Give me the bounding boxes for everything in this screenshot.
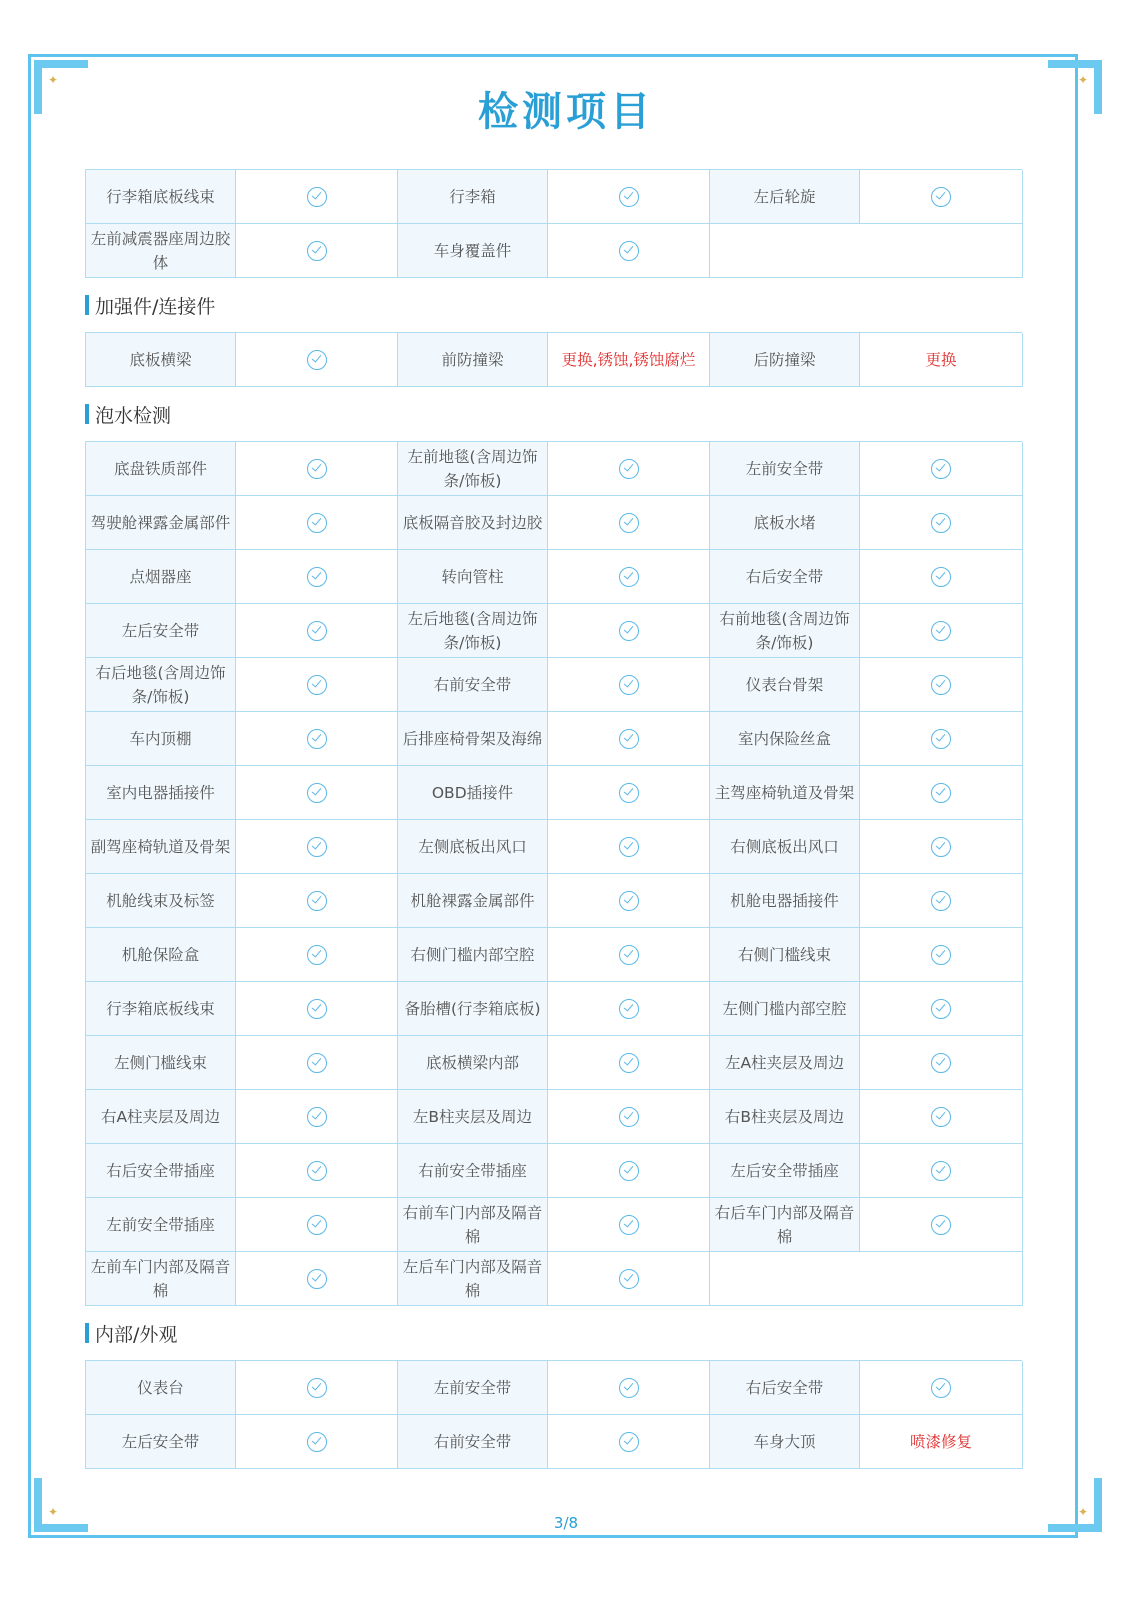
item-result	[860, 442, 1023, 496]
check-circle-icon	[619, 621, 639, 641]
item-label: 右后车门内部及隔音棉	[710, 1198, 860, 1252]
check-circle-icon	[619, 999, 639, 1019]
item-result	[236, 874, 398, 928]
item-result	[236, 712, 398, 766]
check-circle-icon	[619, 1161, 639, 1181]
item-label: 前防撞梁	[398, 333, 548, 387]
item-label: OBD插接件	[398, 766, 548, 820]
item-result	[860, 658, 1023, 712]
section-bar	[85, 1323, 89, 1343]
item-result	[236, 982, 398, 1036]
item-label: 仪表台骨架	[710, 658, 860, 712]
item-result	[860, 1361, 1023, 1415]
item-label: 右后地毯(含周边饰条/饰板)	[86, 658, 236, 712]
item-label: 副驾座椅轨道及骨架	[86, 820, 236, 874]
item-label: 左前减震器座周边胶体	[86, 224, 236, 278]
item-label: 左前安全带	[398, 1361, 548, 1415]
item-label: 底板横梁	[86, 333, 236, 387]
item-result	[860, 1144, 1023, 1198]
item-label: 车身大顶	[710, 1415, 860, 1469]
check-circle-icon	[931, 891, 951, 911]
check-circle-icon	[931, 1161, 951, 1181]
item-label: 右侧底板出风口	[710, 820, 860, 874]
check-circle-icon	[931, 621, 951, 641]
item-label: 左B柱夹层及周边	[398, 1090, 548, 1144]
item-label: 转向管柱	[398, 550, 548, 604]
item-label: 底盘铁质部件	[86, 442, 236, 496]
inspection-table	[85, 332, 1022, 387]
check-circle-icon	[307, 1215, 327, 1235]
item-result	[548, 1144, 710, 1198]
item-label: 右前安全带插座	[398, 1144, 548, 1198]
item-result	[860, 712, 1023, 766]
check-circle-icon	[619, 513, 639, 533]
item-result	[548, 604, 710, 658]
item-label: 后防撞梁	[710, 333, 860, 387]
item-result-issue: 更换,锈蚀,锈蚀腐烂	[548, 333, 710, 387]
check-circle-icon	[931, 1378, 951, 1398]
check-circle-icon	[931, 567, 951, 587]
check-circle-icon	[307, 1378, 327, 1398]
check-circle-icon	[619, 891, 639, 911]
item-label: 室内保险丝盒	[710, 712, 860, 766]
item-label: 左后轮旋	[710, 170, 860, 224]
item-label: 左后安全带插座	[710, 1144, 860, 1198]
item-label: 右后安全带	[710, 550, 860, 604]
check-circle-icon	[931, 459, 951, 479]
item-result	[236, 333, 398, 387]
item-result	[860, 928, 1023, 982]
check-circle-icon	[931, 675, 951, 695]
item-result	[236, 1036, 398, 1090]
check-circle-icon	[619, 729, 639, 749]
item-label: 右前安全带	[398, 658, 548, 712]
check-circle-icon	[307, 241, 327, 261]
inspection-table	[85, 1360, 1022, 1469]
section-bar	[85, 295, 89, 315]
section-heading	[85, 1306, 1022, 1360]
check-circle-icon	[619, 567, 639, 587]
check-circle-icon	[619, 1432, 639, 1452]
item-result	[236, 766, 398, 820]
item-result	[548, 224, 710, 278]
item-result	[860, 550, 1023, 604]
star-icon: ✦	[48, 73, 59, 87]
item-result	[548, 712, 710, 766]
check-circle-icon	[307, 459, 327, 479]
item-label: 机舱裸露金属部件	[398, 874, 548, 928]
item-label: 车身覆盖件	[398, 224, 548, 278]
check-circle-icon	[307, 1269, 327, 1289]
item-result	[548, 820, 710, 874]
check-circle-icon	[931, 513, 951, 533]
section-title: 内部/外观	[95, 1323, 178, 1346]
item-label: 左前地毯(含周边饰条/饰板)	[398, 442, 548, 496]
item-result	[860, 982, 1023, 1036]
check-circle-icon	[931, 1053, 951, 1073]
item-result	[548, 1361, 710, 1415]
check-circle-icon	[307, 1107, 327, 1127]
item-result	[548, 928, 710, 982]
item-result	[860, 170, 1023, 224]
check-circle-icon	[307, 729, 327, 749]
star-icon: ✦	[1077, 1505, 1088, 1519]
item-label: 左后地毯(含周边饰条/饰板)	[398, 604, 548, 658]
item-result	[236, 1252, 398, 1306]
item-result	[236, 170, 398, 224]
star-icon: ✦	[48, 1505, 59, 1519]
section-heading	[85, 387, 1022, 441]
item-label: 底板横梁内部	[398, 1036, 548, 1090]
check-circle-icon	[307, 675, 327, 695]
item-label: 右后安全带插座	[86, 1144, 236, 1198]
item-label: 驾驶舱裸露金属部件	[86, 496, 236, 550]
item-result	[236, 1198, 398, 1252]
item-label: 左侧门槛线束	[86, 1036, 236, 1090]
item-label: 右B柱夹层及周边	[710, 1090, 860, 1144]
check-circle-icon	[931, 945, 951, 965]
inspection-content	[85, 169, 1022, 1469]
section-heading	[85, 278, 1022, 332]
item-label: 右前地毯(含周边饰条/饰板)	[710, 604, 860, 658]
item-result	[548, 550, 710, 604]
item-result	[236, 496, 398, 550]
check-circle-icon	[307, 567, 327, 587]
check-circle-icon	[619, 459, 639, 479]
item-result	[236, 224, 398, 278]
item-label: 备胎槽(行李箱底板)	[398, 982, 548, 1036]
item-label: 右前安全带	[398, 1415, 548, 1469]
item-label: 右后安全带	[710, 1361, 860, 1415]
item-label: 左前安全带插座	[86, 1198, 236, 1252]
item-label: 行李箱底板线束	[86, 170, 236, 224]
check-circle-icon	[619, 1378, 639, 1398]
item-result	[860, 820, 1023, 874]
item-label: 右前车门内部及隔音棉	[398, 1198, 548, 1252]
inspection-table	[85, 441, 1022, 1306]
item-label: 左前安全带	[710, 442, 860, 496]
check-circle-icon	[619, 837, 639, 857]
item-label: 右A柱夹层及周边	[86, 1090, 236, 1144]
check-circle-icon	[931, 187, 951, 207]
item-result	[548, 1090, 710, 1144]
check-circle-icon	[307, 1053, 327, 1073]
check-circle-icon	[619, 241, 639, 261]
item-label: 左A柱夹层及周边	[710, 1036, 860, 1090]
item-label: 车内顶棚	[86, 712, 236, 766]
check-circle-icon	[307, 945, 327, 965]
check-circle-icon	[619, 945, 639, 965]
section-bar	[85, 404, 89, 424]
section-title: 泡水检测	[95, 404, 172, 427]
check-circle-icon	[931, 999, 951, 1019]
page-title: 检测项目	[478, 88, 654, 135]
item-result	[548, 1198, 710, 1252]
item-result	[548, 496, 710, 550]
item-label: 机舱保险盒	[86, 928, 236, 982]
item-label: 左前车门内部及隔音棉	[86, 1252, 236, 1306]
item-result	[860, 874, 1023, 928]
item-result	[236, 442, 398, 496]
check-circle-icon	[307, 999, 327, 1019]
item-result	[860, 766, 1023, 820]
item-result	[548, 982, 710, 1036]
item-result-issue: 更换	[860, 333, 1023, 387]
check-circle-icon	[307, 783, 327, 803]
item-label: 主驾座椅轨道及骨架	[710, 766, 860, 820]
item-result	[236, 1361, 398, 1415]
item-result	[860, 1198, 1023, 1252]
check-circle-icon	[619, 1107, 639, 1127]
section-title: 加强件/连接件	[95, 295, 216, 318]
item-result	[236, 1090, 398, 1144]
check-circle-icon	[307, 837, 327, 857]
item-label: 机舱线束及标签	[86, 874, 236, 928]
item-label: 左侧门槛内部空腔	[710, 982, 860, 1036]
check-circle-icon	[931, 729, 951, 749]
item-label: 左后车门内部及隔音棉	[398, 1252, 548, 1306]
check-circle-icon	[619, 1053, 639, 1073]
item-label: 行李箱	[398, 170, 548, 224]
check-circle-icon	[931, 783, 951, 803]
check-circle-icon	[307, 1161, 327, 1181]
item-result	[236, 820, 398, 874]
item-label: 底板隔音胶及封边胶	[398, 496, 548, 550]
item-result	[548, 1252, 710, 1306]
check-circle-icon	[619, 675, 639, 695]
inspection-table	[85, 169, 1022, 278]
check-circle-icon	[307, 350, 327, 370]
empty-cell	[710, 1252, 1023, 1306]
item-result-issue: 喷漆修复	[860, 1415, 1023, 1469]
check-circle-icon	[931, 837, 951, 857]
check-circle-icon	[931, 1107, 951, 1127]
item-label: 机舱电器插接件	[710, 874, 860, 928]
item-label: 右侧门槛线束	[710, 928, 860, 982]
item-label: 仪表台	[86, 1361, 236, 1415]
item-result	[548, 1036, 710, 1090]
item-result	[860, 1090, 1023, 1144]
item-label: 后排座椅骨架及海绵	[398, 712, 548, 766]
item-result	[236, 604, 398, 658]
page-number: 3/8	[553, 1514, 579, 1532]
item-label: 底板水堵	[710, 496, 860, 550]
item-result	[548, 1415, 710, 1469]
check-circle-icon	[307, 187, 327, 207]
item-label: 左后安全带	[86, 1415, 236, 1469]
item-result	[236, 658, 398, 712]
item-result	[548, 874, 710, 928]
check-circle-icon	[307, 621, 327, 641]
item-label: 左后安全带	[86, 604, 236, 658]
item-label: 左侧底板出风口	[398, 820, 548, 874]
check-circle-icon	[619, 187, 639, 207]
empty-cell	[710, 224, 1023, 278]
check-circle-icon	[307, 513, 327, 533]
item-label: 点烟器座	[86, 550, 236, 604]
item-result	[860, 604, 1023, 658]
item-result	[548, 658, 710, 712]
check-circle-icon	[307, 891, 327, 911]
star-icon: ✦	[1077, 73, 1088, 87]
item-label: 行李箱底板线束	[86, 982, 236, 1036]
item-result	[236, 1144, 398, 1198]
check-circle-icon	[619, 1215, 639, 1235]
item-result	[236, 550, 398, 604]
item-label: 室内电器插接件	[86, 766, 236, 820]
check-circle-icon	[931, 1215, 951, 1235]
item-label: 右侧门槛内部空腔	[398, 928, 548, 982]
item-result	[236, 928, 398, 982]
check-circle-icon	[307, 1432, 327, 1452]
item-result	[236, 1415, 398, 1469]
item-result	[860, 1036, 1023, 1090]
check-circle-icon	[619, 1269, 639, 1289]
item-result	[548, 170, 710, 224]
item-result	[860, 496, 1023, 550]
check-circle-icon	[619, 783, 639, 803]
item-result	[548, 442, 710, 496]
item-result	[548, 766, 710, 820]
